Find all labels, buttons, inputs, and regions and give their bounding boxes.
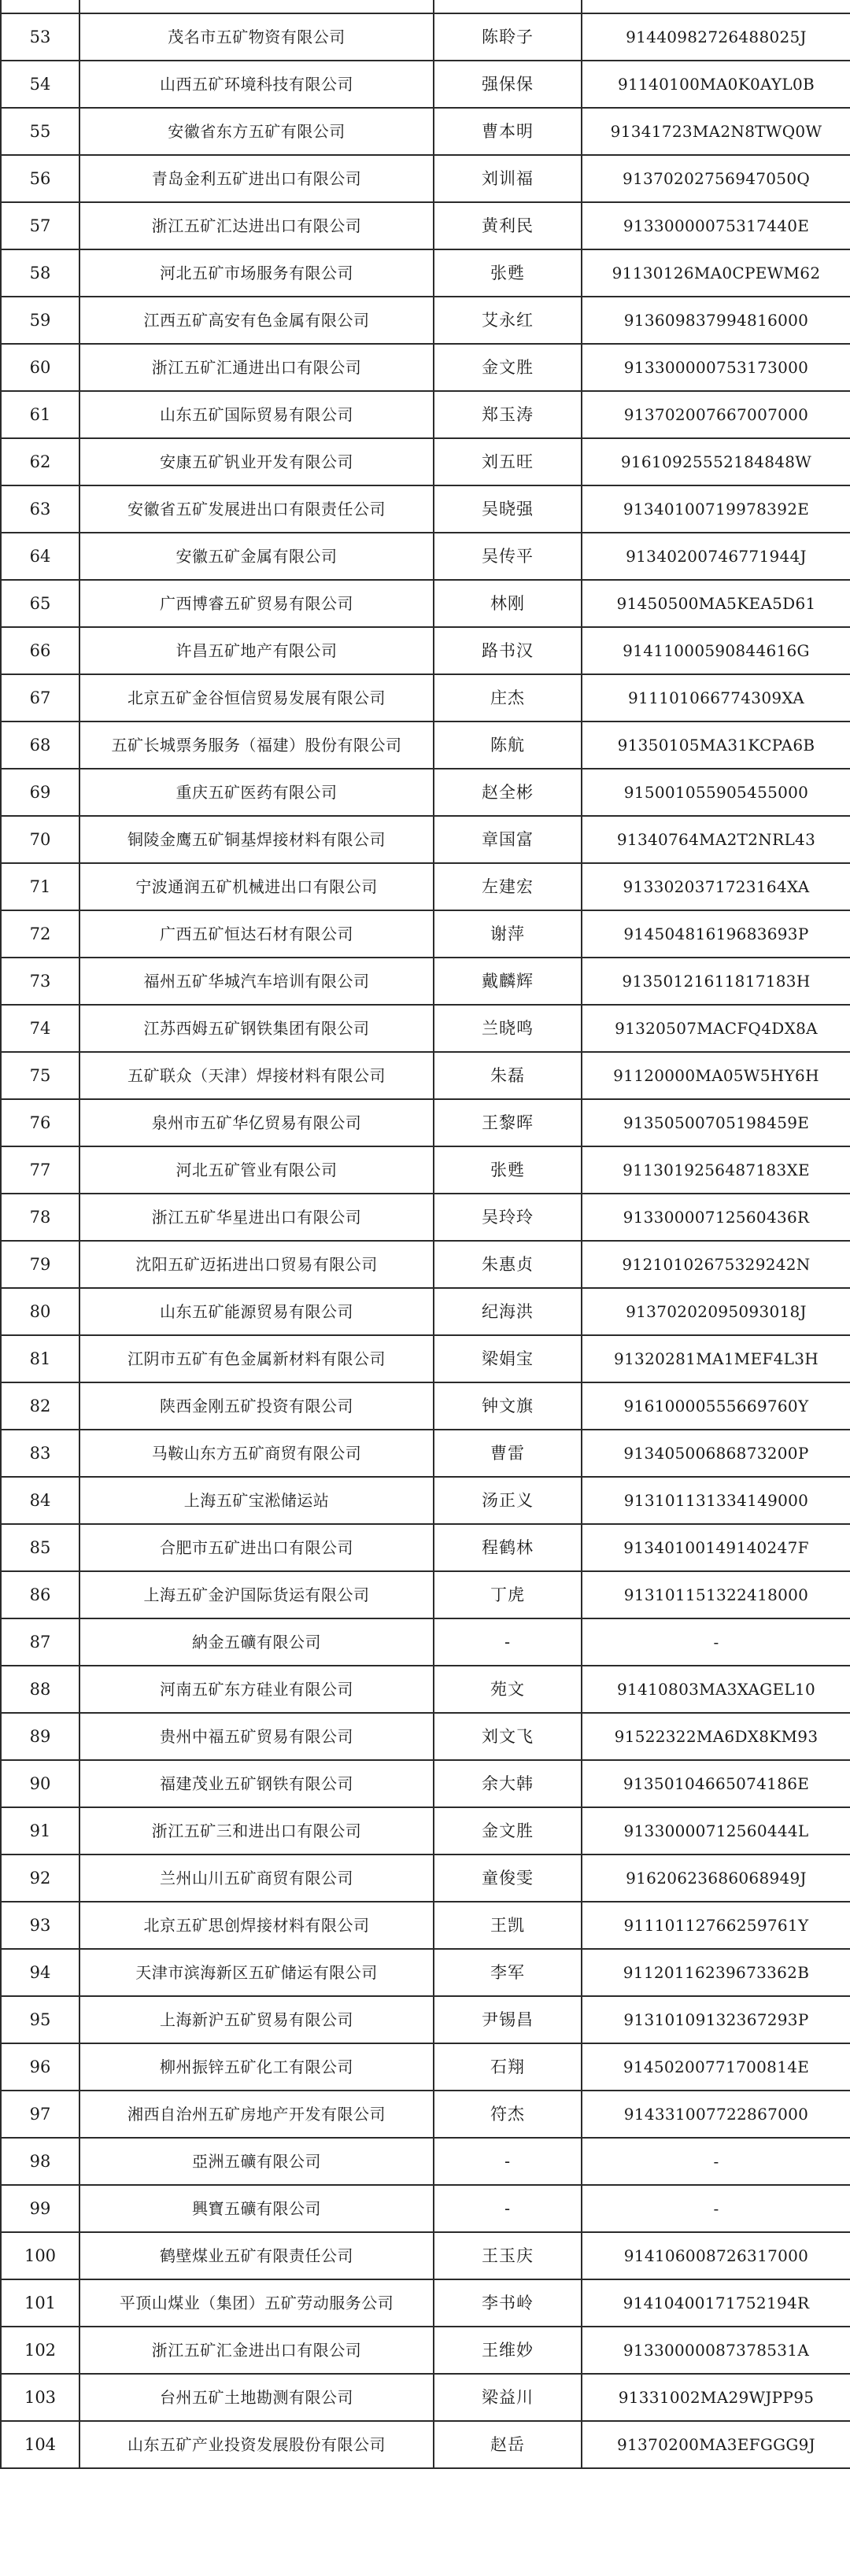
row-number-cell: 79 (1, 1241, 79, 1288)
company-name-cell (79, 0, 434, 13)
company-name-cell: 河北五矿市场服务有限公司 (79, 249, 434, 297)
credit-code-cell: 9113019256487183XE (582, 1146, 850, 1194)
row-number-cell: 100 (1, 2232, 79, 2279)
table-row (1, 816, 850, 863)
table-row (1, 580, 850, 627)
legal-representative-cell: 吴玲玲 (434, 1194, 582, 1241)
company-name-cell: 浙江五矿三和进出口有限公司 (79, 1807, 434, 1854)
row-number-cell: 81 (1, 1335, 79, 1382)
legal-representative-cell: 石翔 (434, 2043, 582, 2091)
table-row (1, 627, 850, 674)
row-number-cell: 72 (1, 910, 79, 958)
credit-code-cell: 91340100719978392E (582, 485, 850, 533)
credit-code-cell: 914331007722867000 (582, 2091, 850, 2138)
row-number-cell: 64 (1, 533, 79, 580)
row-number-cell: 55 (1, 108, 79, 155)
company-name-cell: 平顶山煤业（集团）五矿劳动服务公司 (79, 2279, 434, 2327)
company-name-cell: 山东五矿产业投资发展股份有限公司 (79, 2421, 434, 2468)
company-name-cell: 马鞍山东方五矿商贸有限公司 (79, 1430, 434, 1477)
row-number-cell: 99 (1, 2185, 79, 2232)
company-name-cell: 上海五矿宝淞储运站 (79, 1477, 434, 1524)
legal-representative-cell: 曹本明 (434, 108, 582, 155)
legal-representative-cell: - (434, 2185, 582, 2232)
company-name-cell: 广西五矿恒达石材有限公司 (79, 910, 434, 958)
credit-code-cell: 91320281MA1MEF4L3H (582, 1335, 850, 1382)
legal-representative-cell: - (434, 2138, 582, 2185)
credit-code-cell: 91610925552184848W (582, 438, 850, 485)
credit-code-cell: 91350500705198459E (582, 1099, 850, 1146)
credit-code-cell: 91340764MA2T2NRL43 (582, 816, 850, 863)
table-row (1, 1524, 850, 1571)
credit-code-cell: 91340100149140247F (582, 1524, 850, 1571)
legal-representative-cell: 刘训福 (434, 155, 582, 202)
row-number-cell: 71 (1, 863, 79, 910)
legal-representative-cell: 吴传平 (434, 533, 582, 580)
credit-code-cell: 91450500MA5KEA5D61 (582, 580, 850, 627)
company-name-cell: 上海新沪五矿贸易有限公司 (79, 1996, 434, 2043)
company-name-cell: 江苏西姆五矿钢铁集团有限公司 (79, 1005, 434, 1052)
company-name-cell: 浙江五矿华星进出口有限公司 (79, 1194, 434, 1241)
row-number-cell: 88 (1, 1666, 79, 1713)
legal-representative-cell: 林刚 (434, 580, 582, 627)
legal-representative-cell: 左建宏 (434, 863, 582, 910)
table-row (1, 391, 850, 438)
legal-representative-cell: 曹雷 (434, 1430, 582, 1477)
credit-code-cell: 91130126MA0CPEWM62 (582, 249, 850, 297)
company-name-cell: 浙江五矿汇通进出口有限公司 (79, 344, 434, 391)
table-row (1, 1760, 850, 1807)
table-row (1, 1194, 850, 1241)
row-number-cell: 86 (1, 1571, 79, 1618)
legal-representative-cell: 章国富 (434, 816, 582, 863)
table-row (1, 2232, 850, 2279)
credit-code-cell: 91370200MA3EFGGG9J (582, 2421, 850, 2468)
row-number-cell: 80 (1, 1288, 79, 1335)
legal-representative-cell: 赵岳 (434, 2421, 582, 2468)
row-number-cell: 92 (1, 1854, 79, 1902)
credit-code-cell: 91341723MA2N8TWQ0W (582, 108, 850, 155)
table-row (1, 2138, 850, 2185)
legal-representative-cell: 李书岭 (434, 2279, 582, 2327)
credit-code-cell: 91330000075317440E (582, 202, 850, 249)
table-row (1, 2185, 850, 2232)
row-number-cell: 102 (1, 2327, 79, 2374)
table-row (1, 1335, 850, 1382)
table-row (1, 61, 850, 108)
company-name-cell: 北京五矿思创焊接材料有限公司 (79, 1902, 434, 1949)
row-number-cell (1, 0, 79, 13)
company-name-cell: 台州五矿土地勘测有限公司 (79, 2374, 434, 2421)
row-number-cell: 58 (1, 249, 79, 297)
company-name-cell: 興寶五礦有限公司 (79, 2185, 434, 2232)
table-row (1, 485, 850, 533)
credit-code-cell: 91120116239673362B (582, 1949, 850, 1996)
legal-representative-cell: 张甦 (434, 249, 582, 297)
row-number-cell: 69 (1, 769, 79, 816)
legal-representative-cell: 王黎晖 (434, 1099, 582, 1146)
credit-code-cell: 913702007667007000 (582, 391, 850, 438)
company-name-cell: 上海五矿金沪国际货运有限公司 (79, 1571, 434, 1618)
credit-code-cell: - (582, 2185, 850, 2232)
credit-code-cell: 91330000712560436R (582, 1194, 850, 1241)
table-row (1, 1666, 850, 1713)
row-number-cell: 76 (1, 1099, 79, 1146)
company-name-cell: 贵州中福五矿贸易有限公司 (79, 1713, 434, 1760)
credit-code-cell: 9133020371723164XA (582, 863, 850, 910)
row-number-cell: 84 (1, 1477, 79, 1524)
row-number-cell: 59 (1, 297, 79, 344)
company-name-cell: 兰州山川五矿商贸有限公司 (79, 1854, 434, 1902)
table-row (1, 863, 850, 910)
legal-representative-cell: 朱惠贞 (434, 1241, 582, 1288)
table-row (1, 202, 850, 249)
table-row (1, 1052, 850, 1099)
credit-code-cell: 91411000590844616G (582, 627, 850, 674)
row-number-cell: 93 (1, 1902, 79, 1949)
company-name-cell: 福建茂业五矿钢铁有限公司 (79, 1760, 434, 1807)
row-number-cell: 54 (1, 61, 79, 108)
credit-code-cell: - (582, 2138, 850, 2185)
row-number-cell: 87 (1, 1618, 79, 1666)
table-row (1, 1713, 850, 1760)
legal-representative-cell: 钟文旗 (434, 1382, 582, 1430)
credit-code-cell: 914106008726317000 (582, 2232, 850, 2279)
legal-representative-cell: 尹锡昌 (434, 1996, 582, 2043)
table-row (1, 2043, 850, 2091)
table-row (1, 1430, 850, 1477)
legal-representative-cell: 符杰 (434, 2091, 582, 2138)
company-name-cell: 青岛金利五矿进出口有限公司 (79, 155, 434, 202)
row-number-cell: 56 (1, 155, 79, 202)
table-row (1, 769, 850, 816)
legal-representative-cell: 艾永红 (434, 297, 582, 344)
company-name-cell: 泉州市五矿华亿贸易有限公司 (79, 1099, 434, 1146)
row-number-cell: 91 (1, 1807, 79, 1854)
credit-code-cell: 91330000712560444L (582, 1807, 850, 1854)
credit-code-cell: 915001055905455000 (582, 769, 850, 816)
row-number-cell: 70 (1, 816, 79, 863)
credit-code-cell: 91120000MA05W5HY6H (582, 1052, 850, 1099)
row-number-cell: 67 (1, 674, 79, 722)
table-row (1, 344, 850, 391)
table-row (1, 438, 850, 485)
row-number-cell: 68 (1, 722, 79, 769)
legal-representative-cell: 李军 (434, 1949, 582, 1996)
table-row (1, 2374, 850, 2421)
legal-representative-cell: 王玉庆 (434, 2232, 582, 2279)
legal-representative-cell: 吴晓强 (434, 485, 582, 533)
table-row (1, 1571, 850, 1618)
company-name-cell: 安徽省五矿发展进出口有限责任公司 (79, 485, 434, 533)
company-name-cell: 五矿联众（天津）焊接材料有限公司 (79, 1052, 434, 1099)
table-row (1, 1241, 850, 1288)
legal-representative-cell: - (434, 1618, 582, 1666)
company-name-cell: 山东五矿国际贸易有限公司 (79, 391, 434, 438)
credit-code-cell: - (582, 1618, 850, 1666)
company-name-cell: 铜陵金鹰五矿铜基焊接材料有限公司 (79, 816, 434, 863)
company-name-cell: 浙江五矿汇金进出口有限公司 (79, 2327, 434, 2374)
legal-representative-cell: 丁虎 (434, 1571, 582, 1618)
credit-code-cell: 91450200771700814E (582, 2043, 850, 2091)
credit-code-cell: 91370202756947050Q (582, 155, 850, 202)
row-number-cell: 103 (1, 2374, 79, 2421)
legal-representative-cell: 赵全彬 (434, 769, 582, 816)
table-row (1, 249, 850, 297)
credit-code-cell: 91331002MA29WJPP95 (582, 2374, 850, 2421)
company-name-cell: 山东五矿能源贸易有限公司 (79, 1288, 434, 1335)
legal-representative-cell: 陈聆子 (434, 13, 582, 61)
row-number-cell: 94 (1, 1949, 79, 1996)
legal-representative-cell (434, 0, 582, 13)
credit-code-cell: 913300000753173000 (582, 344, 850, 391)
legal-representative-cell: 庄杰 (434, 674, 582, 722)
legal-representative-cell: 纪海洪 (434, 1288, 582, 1335)
company-name-cell: 许昌五矿地产有限公司 (79, 627, 434, 674)
company-name-cell: 福州五矿华城汽车培训有限公司 (79, 958, 434, 1005)
table-row (1, 2091, 850, 2138)
credit-code-cell: 911101066774309XA (582, 674, 850, 722)
legal-representative-cell: 金文胜 (434, 344, 582, 391)
company-name-cell: 广西博睿五矿贸易有限公司 (79, 580, 434, 627)
company-name-cell: 茂名市五矿物资有限公司 (79, 13, 434, 61)
credit-code-cell (582, 0, 850, 13)
legal-representative-cell: 刘五旺 (434, 438, 582, 485)
table-row (1, 2327, 850, 2374)
row-number-cell: 61 (1, 391, 79, 438)
legal-representative-cell: 黄利民 (434, 202, 582, 249)
credit-code-cell: 91210102675329242N (582, 1241, 850, 1288)
table-row (1, 1949, 850, 1996)
legal-representative-cell: 余大韩 (434, 1760, 582, 1807)
table-row (1, 533, 850, 580)
credit-code-cell: 91440982726488025J (582, 13, 850, 61)
company-name-cell: 鹤壁煤业五矿有限责任公司 (79, 2232, 434, 2279)
row-number-cell: 85 (1, 1524, 79, 1571)
legal-representative-cell: 强保保 (434, 61, 582, 108)
table-row (1, 1854, 850, 1902)
table-row (1, 1807, 850, 1854)
company-name-cell: 合肥市五矿进出口有限公司 (79, 1524, 434, 1571)
company-name-cell: 江阴市五矿有色金属新材料有限公司 (79, 1335, 434, 1382)
credit-code-cell: 91350121611817183H (582, 958, 850, 1005)
company-name-cell: 北京五矿金谷恒信贸易发展有限公司 (79, 674, 434, 722)
credit-code-cell: 913101151322418000 (582, 1571, 850, 1618)
row-number-cell: 60 (1, 344, 79, 391)
table-row (1, 1902, 850, 1949)
row-number-cell: 90 (1, 1760, 79, 1807)
table-row (1, 297, 850, 344)
row-number-cell: 74 (1, 1005, 79, 1052)
company-name-cell: 陕西金刚五矿投资有限公司 (79, 1382, 434, 1430)
credit-code-cell: 91330000087378531A (582, 2327, 850, 2374)
row-number-cell: 89 (1, 1713, 79, 1760)
company-name-cell: 安徽五矿金属有限公司 (79, 533, 434, 580)
table-row (1, 1382, 850, 1430)
company-name-cell: 江西五矿高安有色金属有限公司 (79, 297, 434, 344)
company-name-cell: 天津市滨海新区五矿储运有限公司 (79, 1949, 434, 1996)
legal-representative-cell: 金文胜 (434, 1807, 582, 1854)
credit-code-cell: 91110112766259761Y (582, 1902, 850, 1949)
company-name-cell: 宁波通润五矿机械进出口有限公司 (79, 863, 434, 910)
credit-code-cell: 91410400171752194R (582, 2279, 850, 2327)
row-number-cell: 82 (1, 1382, 79, 1430)
company-name-cell: 沈阳五矿迈拓进出口贸易有限公司 (79, 1241, 434, 1288)
legal-representative-cell: 王维妙 (434, 2327, 582, 2374)
row-number-cell: 77 (1, 1146, 79, 1194)
credit-code-cell: 913609837994816000 (582, 297, 850, 344)
legal-representative-cell: 刘文飞 (434, 1713, 582, 1760)
credit-code-cell: 91310109132367293P (582, 1996, 850, 2043)
legal-representative-cell: 梁益川 (434, 2374, 582, 2421)
credit-code-cell: 91410803MA3XAGEL10 (582, 1666, 850, 1713)
credit-code-cell: 91370202095093018J (582, 1288, 850, 1335)
company-name-cell: 浙江五矿汇达进出口有限公司 (79, 202, 434, 249)
table-row (1, 1477, 850, 1524)
company-name-cell: 五矿长城票务服务（福建）股份有限公司 (79, 722, 434, 769)
table-row (1, 1996, 850, 2043)
table-row (1, 1288, 850, 1335)
credit-code-cell: 91340200746771944J (582, 533, 850, 580)
table-row (1, 1099, 850, 1146)
table-row (1, 958, 850, 1005)
company-name-cell: 湘西自治州五矿房地产开发有限公司 (79, 2091, 434, 2138)
credit-code-cell: 91350105MA31KCPA6B (582, 722, 850, 769)
legal-representative-cell: 程鹤林 (434, 1524, 582, 1571)
company-name-cell: 重庆五矿医药有限公司 (79, 769, 434, 816)
company-name-cell: 河南五矿东方硅业有限公司 (79, 1666, 434, 1713)
table-row (1, 2421, 850, 2468)
legal-representative-cell: 兰晓鸣 (434, 1005, 582, 1052)
legal-representative-cell: 戴麟辉 (434, 958, 582, 1005)
row-number-cell: 95 (1, 1996, 79, 2043)
table-row (1, 1005, 850, 1052)
row-number-cell: 83 (1, 1430, 79, 1477)
row-number-cell: 101 (1, 2279, 79, 2327)
legal-representative-cell: 谢萍 (434, 910, 582, 958)
row-number-cell: 66 (1, 627, 79, 674)
row-number-cell: 78 (1, 1194, 79, 1241)
credit-code-cell: 91320507MACFQ4DX8A (582, 1005, 850, 1052)
table-row (1, 722, 850, 769)
credit-code-cell: 913101131334149000 (582, 1477, 850, 1524)
row-number-cell: 62 (1, 438, 79, 485)
legal-representative-cell: 王凯 (434, 1902, 582, 1949)
table-row (1, 155, 850, 202)
table-body (1, 0, 850, 2468)
legal-representative-cell: 苑文 (434, 1666, 582, 1713)
company-name-cell: 山西五矿环境科技有限公司 (79, 61, 434, 108)
table-row (1, 2279, 850, 2327)
table-row (1, 108, 850, 155)
legal-representative-cell: 张甦 (434, 1146, 582, 1194)
legal-representative-cell: 汤正义 (434, 1477, 582, 1524)
credit-code-cell: 91140100MA0K0AYL0B (582, 61, 850, 108)
company-name-cell: 柳州振锌五矿化工有限公司 (79, 2043, 434, 2091)
row-number-cell: 97 (1, 2091, 79, 2138)
table-row (1, 1618, 850, 1666)
row-number-cell: 63 (1, 485, 79, 533)
legal-representative-cell: 朱磊 (434, 1052, 582, 1099)
credit-code-cell: 91522322MA6DX8KM93 (582, 1713, 850, 1760)
legal-representative-cell: 童俊雯 (434, 1854, 582, 1902)
row-number-cell: 75 (1, 1052, 79, 1099)
legal-representative-cell: 梁娟宝 (434, 1335, 582, 1382)
row-number-cell: 73 (1, 958, 79, 1005)
row-number-cell: 96 (1, 2043, 79, 2091)
company-name-cell: 亞洲五礦有限公司 (79, 2138, 434, 2185)
table-row (1, 13, 850, 61)
table-row (1, 0, 850, 13)
row-number-cell: 98 (1, 2138, 79, 2185)
legal-representative-cell: 路书汉 (434, 627, 582, 674)
row-number-cell: 53 (1, 13, 79, 61)
credit-code-cell: 91450481619683693P (582, 910, 850, 958)
credit-code-cell: 91340500686873200P (582, 1430, 850, 1477)
company-name-cell: 安康五矿钒业开发有限公司 (79, 438, 434, 485)
table-row (1, 1146, 850, 1194)
credit-code-cell: 91610000555669760Y (582, 1382, 850, 1430)
row-number-cell: 65 (1, 580, 79, 627)
legal-representative-cell: 郑玉涛 (434, 391, 582, 438)
row-number-cell: 104 (1, 2421, 79, 2468)
table-row (1, 674, 850, 722)
company-name-cell: 納金五礦有限公司 (79, 1618, 434, 1666)
credit-code-cell: 91620623686068949J (582, 1854, 850, 1902)
credit-code-cell: 91350104665074186E (582, 1760, 850, 1807)
legal-representative-cell: 陈航 (434, 722, 582, 769)
row-number-cell: 57 (1, 202, 79, 249)
company-name-cell: 河北五矿管业有限公司 (79, 1146, 434, 1194)
company-name-cell: 安徽省东方五矿有限公司 (79, 108, 434, 155)
table-row (1, 910, 850, 958)
